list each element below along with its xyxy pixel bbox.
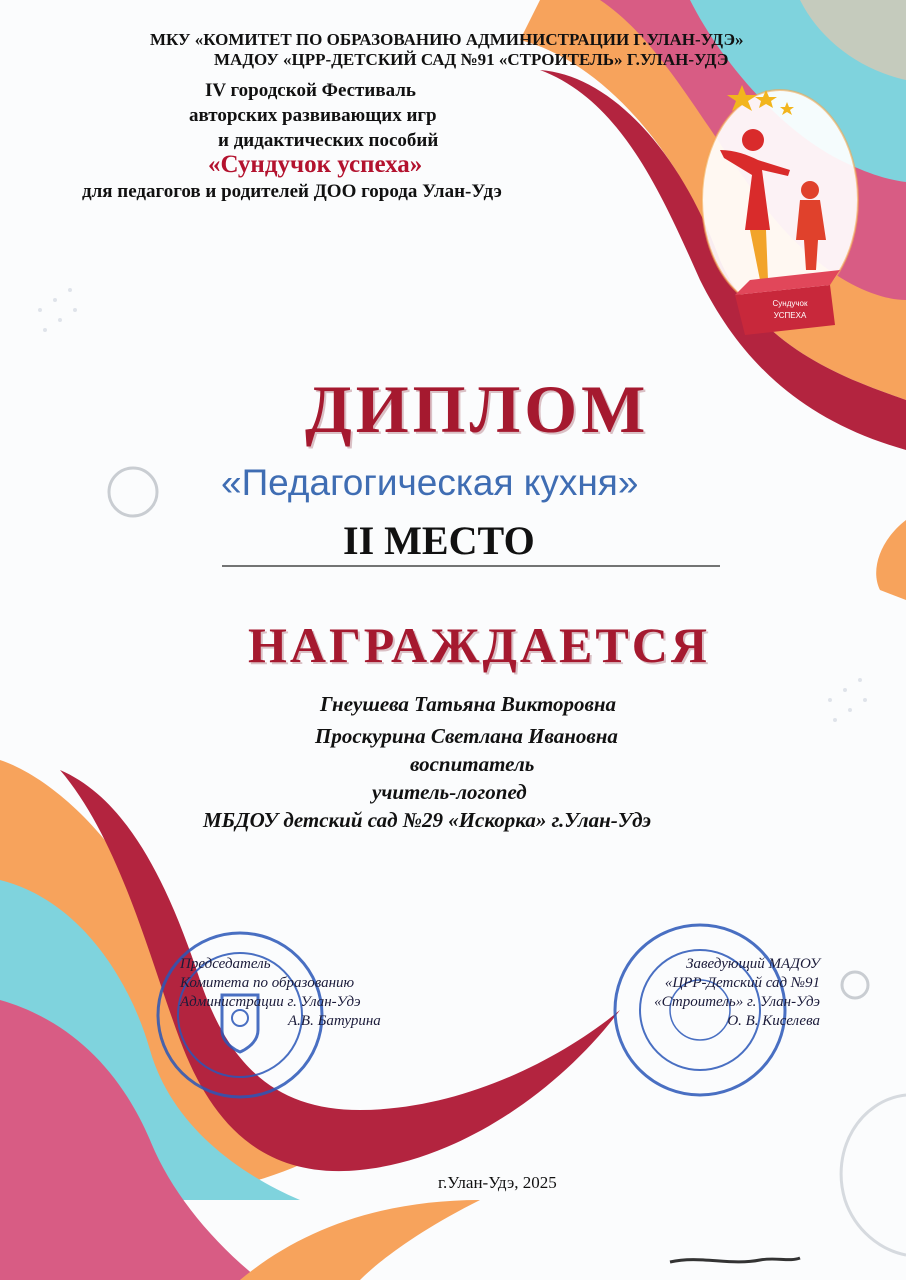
logo-text-bottom: УСПЕХА	[773, 311, 807, 320]
signature-right-line-2: «ЦРР-Детский сад №91	[664, 975, 820, 991]
festival-audience: для педагогов и родителей ДОО города Улан-Удэ	[82, 181, 502, 202]
awarded-heading: НАГРАЖДАЕТСЯ	[248, 617, 710, 673]
festival-line-2: авторских развивающих игр	[189, 105, 437, 126]
festival-line-3: и дидактических пособий	[218, 130, 439, 151]
circle-right	[842, 972, 868, 998]
signature-left-name: А.В. Батурина	[288, 1013, 381, 1029]
signature-left-block	[180, 955, 381, 1031]
signature-left-line-1: Председатель	[180, 956, 271, 972]
recipient-organization: МБДОУ детский сад №29 «Искорка» г.Улан-Удэ	[203, 808, 651, 832]
diploma-title: ДИПЛОМ	[305, 371, 650, 447]
signature-right-name: О. В. Киселева	[727, 1013, 820, 1029]
festival-name: «Сундучок успеха»	[208, 151, 423, 178]
recipient-1: Гнеушева Татьяна Викторовна	[320, 692, 617, 716]
circle-left	[109, 468, 157, 516]
wave-orange-floor	[240, 1200, 480, 1280]
signature-left-line-3: Администрации г. Улан-Удэ	[180, 994, 361, 1010]
recipient-role-2: учитель-логопед	[372, 780, 527, 804]
place-label: II МЕСТО	[343, 518, 535, 563]
nomination: «Педагогическая кухня»	[221, 462, 639, 503]
signature-right-line-1: Заведующий МАДОУ	[686, 956, 820, 972]
header-organization: МКУ «КОМИТЕТ ПО ОБРАЗОВАНИЮ АДМИНИСТРАЦИИ Г.УЛАН-УДЭ»	[150, 30, 744, 49]
arc-right	[841, 1095, 906, 1255]
signature-left-line-2: Комитета по образованию	[180, 975, 355, 991]
recipient-role-1: воспитатель	[410, 752, 535, 776]
bottom-scribble	[670, 1258, 800, 1262]
festival-line-1: IV городской Фестиваль	[205, 80, 416, 101]
signature-right-line-3: «Строитель» г. Улан-Удэ	[654, 994, 820, 1010]
signature-right-block	[630, 955, 820, 1031]
wave-right-mid	[876, 520, 906, 600]
footer-city-year: г.Улан-Удэ, 2025	[438, 1173, 557, 1192]
header-kindergarten: МАДОУ «ЦРР-ДЕТСКИЙ САД №91 «СТРОИТЕЛЬ» Г.УЛАН-УДЭ	[214, 50, 729, 69]
logo-text-top: Сундучок	[772, 299, 808, 308]
recipient-2: Проскурина Светлана Ивановна	[315, 724, 618, 748]
